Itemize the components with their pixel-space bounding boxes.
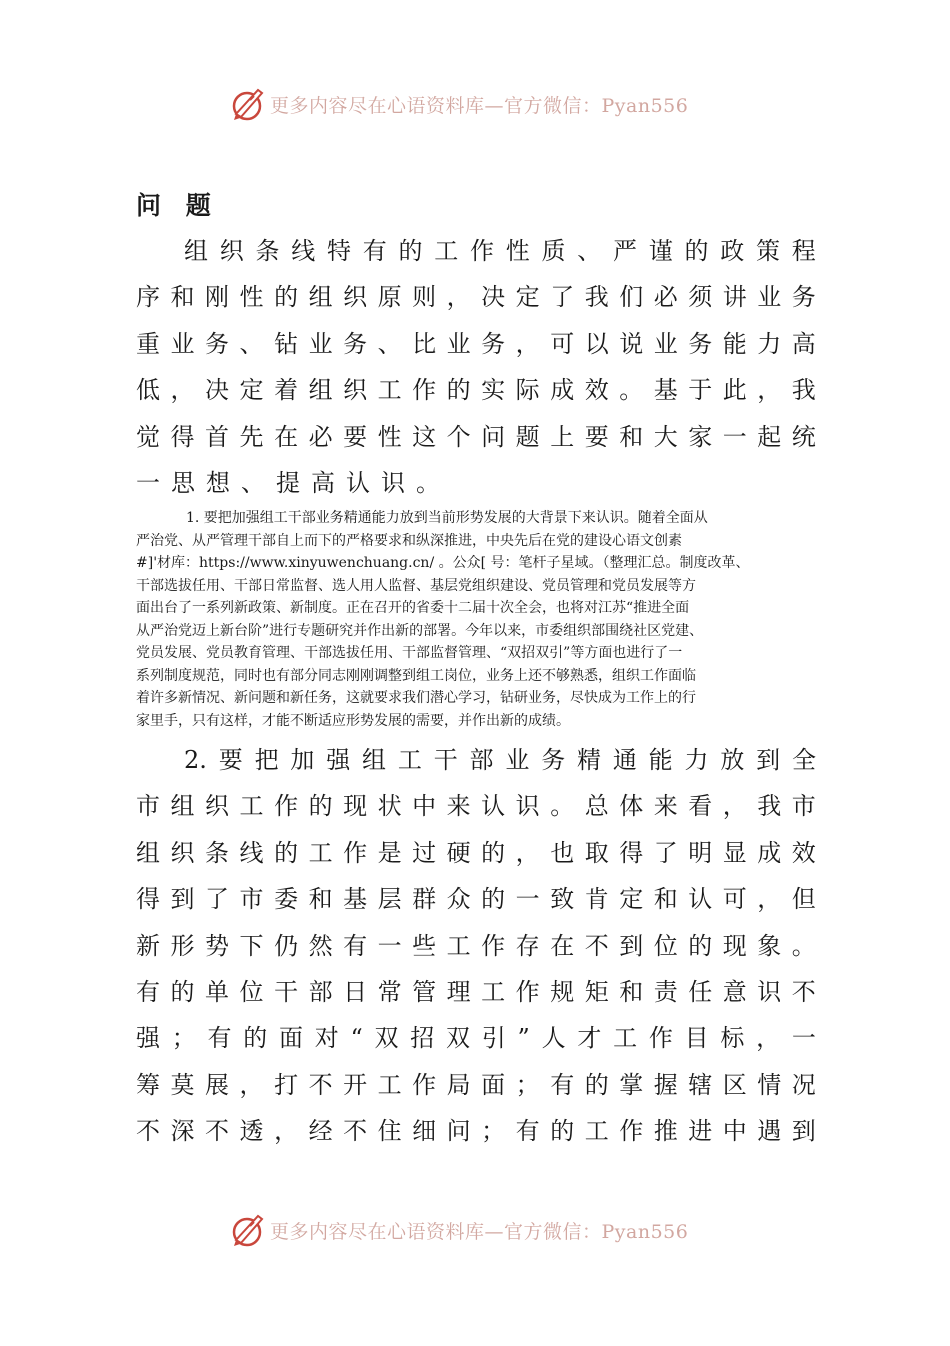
paragraph-line: 严治党、从严管理干部自上而下的严格要求和纵深推进，中央先后在党的建设心语文创素 bbox=[136, 532, 682, 549]
paragraph-line: 序 和 刚 性 的 组 织 原 则 ， 决 定 了 我 们 必 须 讲 业 务 bbox=[136, 283, 816, 312]
paragraph-line: 强 ； 有 的 面 对 “ 双 招 双 引 ” 人 才 工 作 目 标 ， 一 bbox=[136, 1024, 816, 1053]
pen-logo-icon bbox=[228, 84, 268, 124]
banner-text: 更多内容尽在心语资料库—官方微信：Pyan556 bbox=[270, 94, 689, 117]
paragraph-line: 1. 要把加强组工干部业务精通能力放到当前形势发展的大背景下来认识。随着全面从 bbox=[186, 510, 708, 526]
paragraph-line: 觉 得 首 先 在 必 要 性 这 个 问 题 上 要 和 大 家 一 起 统 bbox=[136, 422, 816, 451]
paragraph-line: 从严治党迈上新台阶”进行专题研究并作出新的部署。今年以来，市委组织部围绕社区党建、 bbox=[136, 622, 704, 639]
paragraph-line: 一 思 想 、 提 高 认 识 。 bbox=[136, 468, 440, 497]
paragraph-line: 低 ， 决 定 着 组 织 工 作 的 实 际 成 效 。 基 于 此 ， 我 bbox=[136, 376, 816, 405]
paragraph-line: 筹 莫 展 ， 打 不 开 工 作 局 面 ； 有 的 掌 握 辖 区 情 况 bbox=[136, 1070, 816, 1099]
paragraph-line: 2. 要 把 加 强 组 工 干 部 业 务 精 通 能 力 放 到 全 bbox=[184, 746, 816, 774]
paragraph-line: 组 织 条 线 特 有 的 工 作 性 质 、 严 谨 的 政 策 程 bbox=[184, 237, 816, 265]
paragraph-line: 家里手，只有这样，才能不断适应形势发展的需要，并作出新的成绩。 bbox=[136, 712, 570, 729]
paragraph-line: 得 到 了 市 委 和 基 层 群 众 的 一 致 肯 定 和 认 可 ， 但 bbox=[136, 885, 816, 914]
banner-text: 更多内容尽在心语资料库—官方微信：Pyan556 bbox=[270, 1220, 689, 1243]
footer-banner bbox=[228, 1210, 728, 1250]
paragraph-line: 新 形 势 下 仍 然 有 一 些 工 作 存 在 不 到 位 的 现 象 。 bbox=[136, 931, 816, 960]
paragraph-line: 系列制度规范，同时也有部分同志刚刚调整到组工岗位，业务上还不够熟悉，组织工作面临 bbox=[136, 667, 696, 684]
header-banner bbox=[228, 84, 728, 124]
paragraph-1 bbox=[136, 228, 816, 506]
paragraph-line: 重 业 务 、 钻 业 务 、 比 业 务 ， 可 以 说 业 务 能 力 高 bbox=[136, 329, 816, 358]
section-heading: 问 题 bbox=[136, 191, 219, 220]
paragraph-line: #]'材库：https://www.xinyuwenchuang.cn/ 。公众[ 号：笔杆子星域。（整理汇总。制度改革、 bbox=[136, 555, 750, 571]
paragraph-line: 面出台了一系列新政策、新制度。正在召开的省委十二届十次全会，也将对江苏“推进全面 bbox=[136, 600, 690, 616]
paragraph-line: 有 的 单 位 干 部 日 常 管 理 工 作 规 矩 和 责 任 意 识 不 bbox=[136, 977, 816, 1006]
paragraph-line: 不 深 不 透 ， 经 不 住 细 问 ； 有 的 工 作 推 进 中 遇 到 bbox=[136, 1117, 816, 1146]
paragraph-line: 党员发展、党员教育管理、干部选拔任用、干部监督管理、“双招双引”等方面也进行了一 bbox=[136, 645, 683, 661]
paragraph-3 bbox=[136, 737, 816, 1155]
paragraph-line: 干部选拔任用、干部日常监督、选人用人监督、基层党组织建设、党员管理和党员发展等方 bbox=[136, 577, 696, 594]
paragraph-line: 市 组 织 工 作 的 现 状 中 来 认 识 。 总 体 来 看 ， 我 市 bbox=[136, 792, 816, 821]
paragraph-line: 组 织 条 线 的 工 作 是 过 硬 的 ， 也 取 得 了 明 显 成 效 bbox=[136, 838, 816, 867]
pen-logo-icon bbox=[228, 1210, 268, 1250]
paragraph-2 bbox=[136, 507, 826, 732]
paragraph-line: 着许多新情况、新问题和新任务，这就要求我们潜心学习，钻研业务，尽快成为工作上的行 bbox=[136, 690, 696, 706]
